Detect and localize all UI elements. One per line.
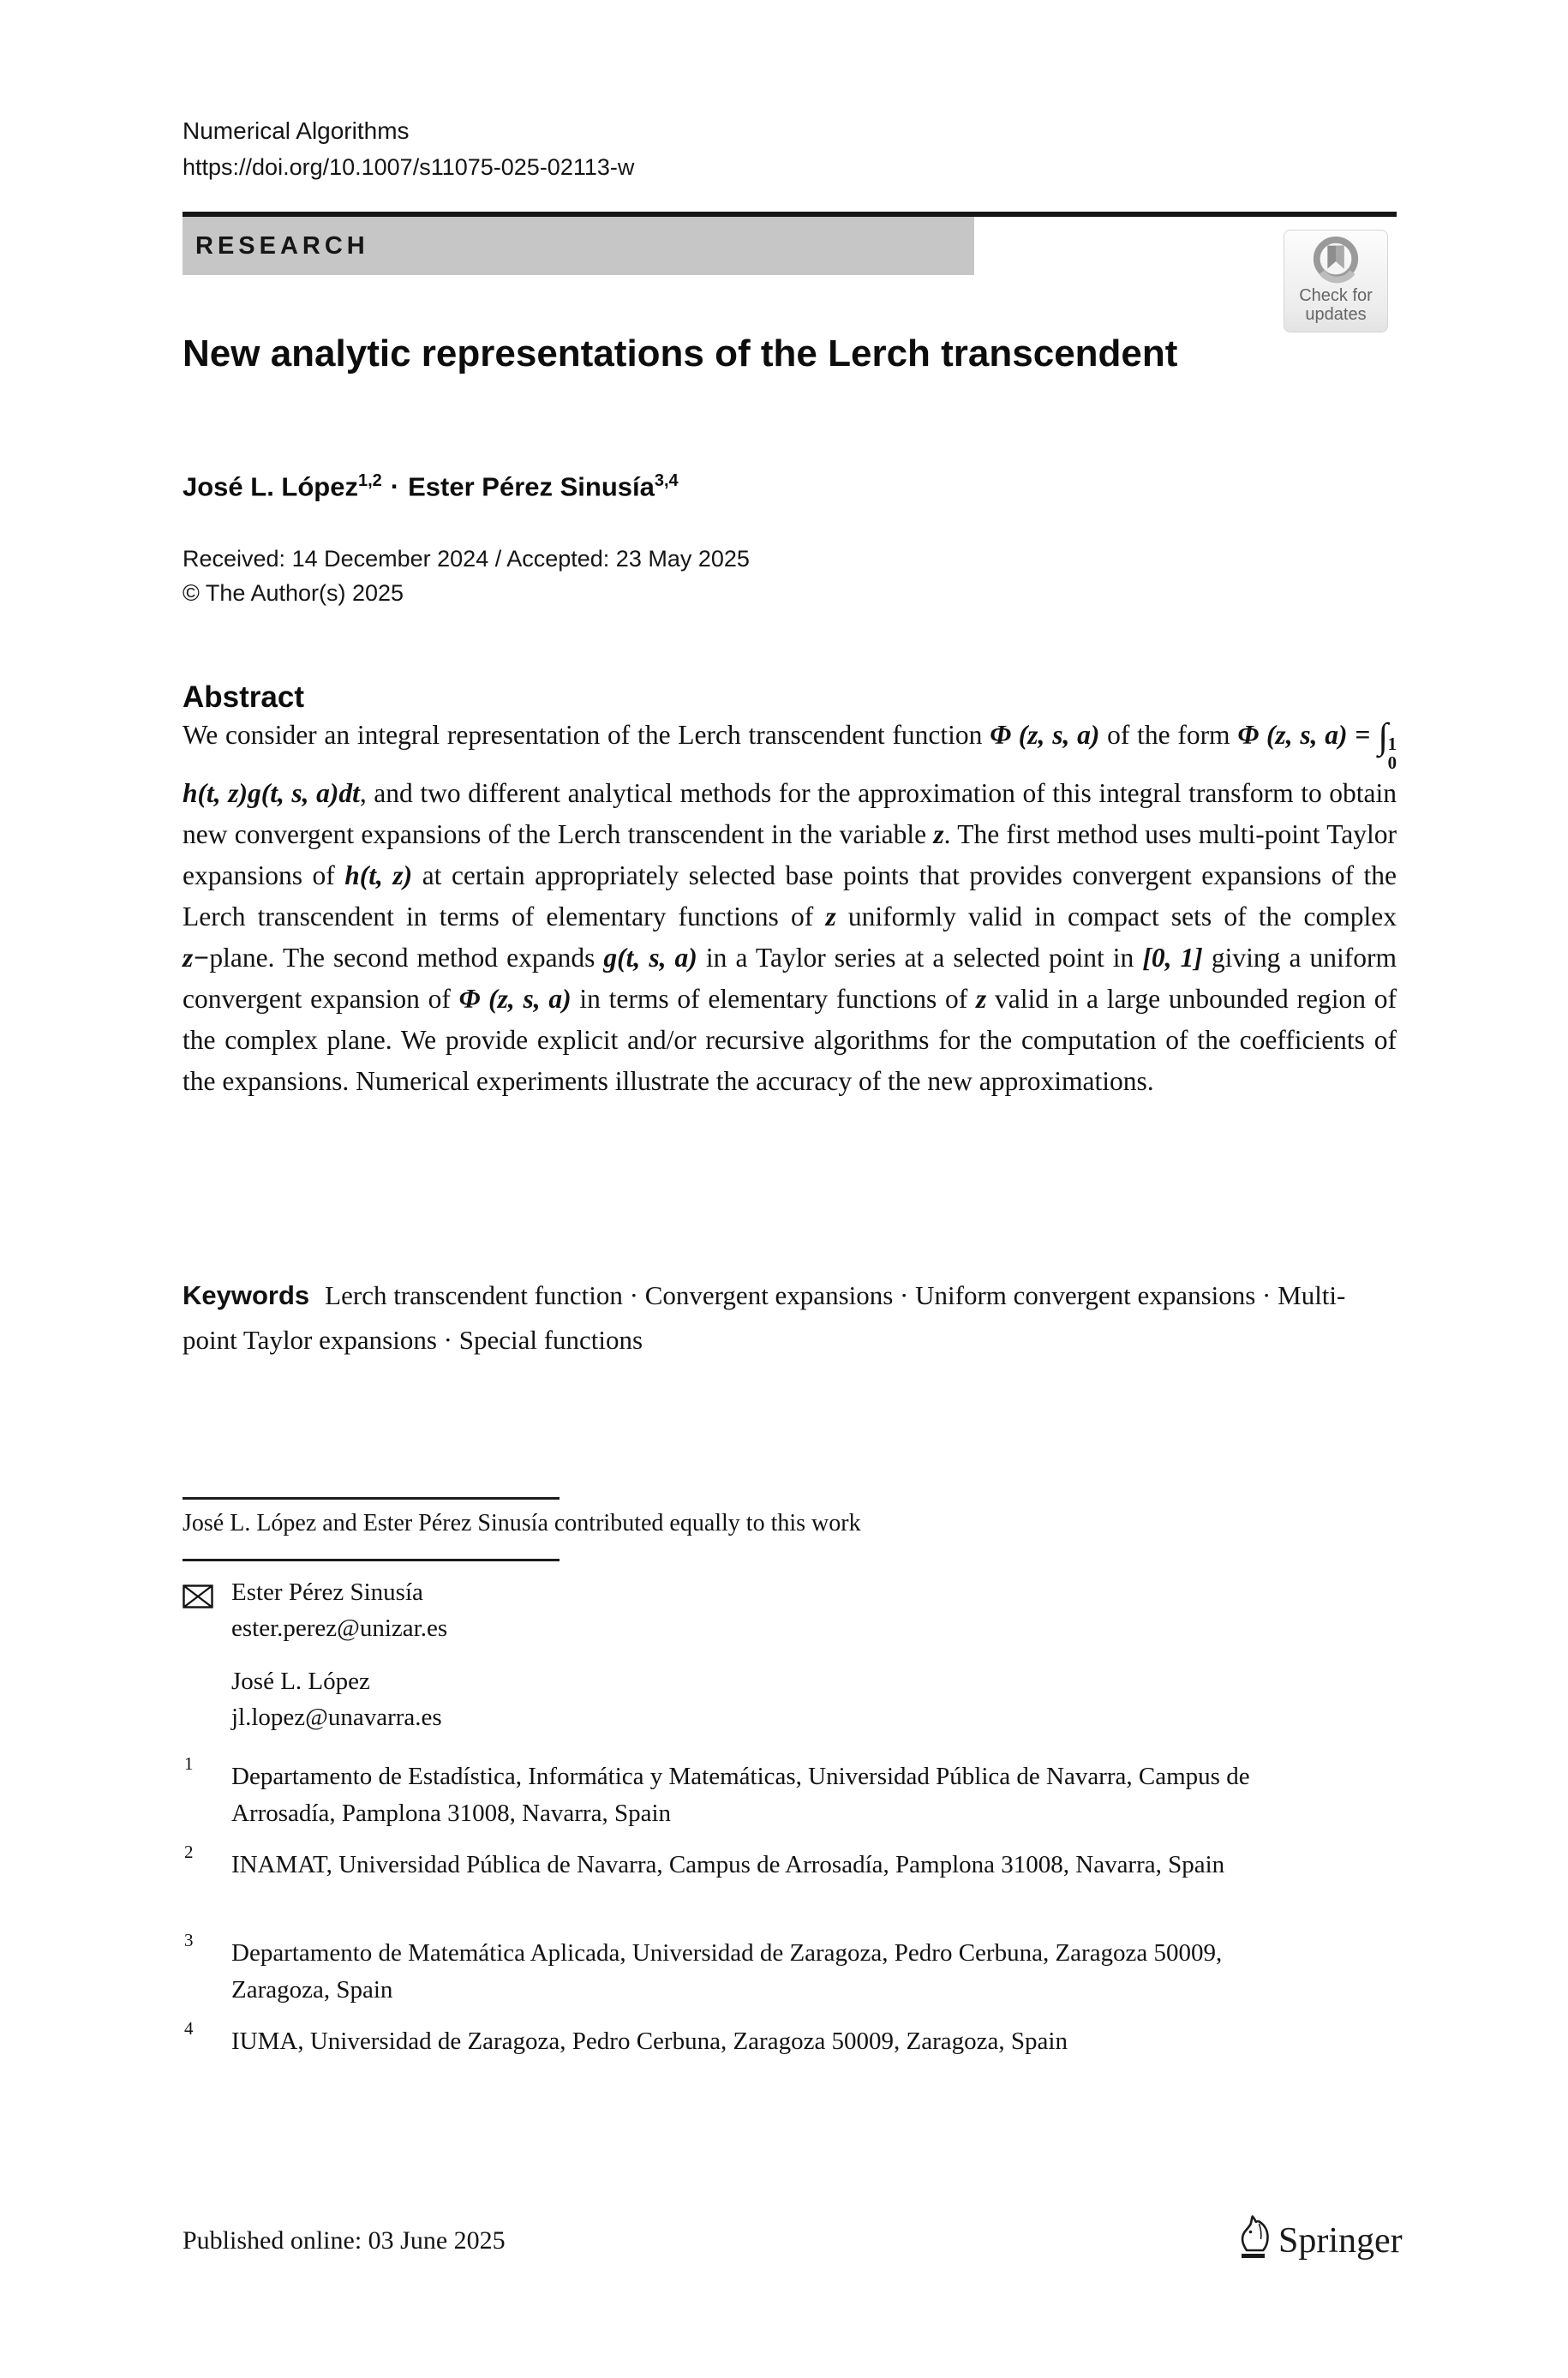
math-inline: z [825, 901, 836, 931]
section-label: RESEARCH [195, 231, 369, 260]
abstract-segment: We consider an integral representation of the Lerch transcendent function [183, 720, 990, 750]
abstract-segment: at certain appropriately selected base points that provides convergent expansions of the Lerch transcendent in terms of elementary functions of [183, 860, 1397, 931]
publisher-logo [1234, 2213, 1403, 2259]
author-line [183, 471, 679, 502]
author-separator: · [390, 471, 400, 502]
integral-lower-limit: 0 [1387, 753, 1397, 774]
keywords-block [183, 1273, 1397, 1363]
page-title: New analytic representations of the Lerch transcendent [183, 332, 1178, 374]
keywords-label: Keywords [183, 1280, 310, 1310]
affiliation-item [183, 2018, 1296, 2060]
corresponding-author-name: Ester Pérez Sinusía [231, 1578, 423, 1606]
copyright-line: © The Author(s) 2025 [183, 580, 404, 606]
equal-contribution-note: José L. López and Ester Pérez Sinusía contributed equally to this work [183, 1510, 861, 1536]
abstract-paragraph [183, 715, 1397, 1102]
abstract-segment: of the form [1099, 720, 1238, 750]
math-inline: h(t, z) [344, 860, 413, 890]
math-inline: h(t, z)g(t, s, a)dt [183, 777, 360, 808]
published-online: Published online: 03 June 2025 [183, 2226, 506, 2255]
publisher-name: Springer [1278, 2221, 1403, 2261]
abstract-segment: giving a uniform convergent expansion of [183, 942, 1397, 1014]
affiliation-text: IUMA, Universidad de Zaragoza, Pedro Cerbuna, Zaragoza 50009, Zaragoza, Spain [231, 2028, 1068, 2055]
integral-upper-limit: 1 [1387, 734, 1397, 755]
abstract-segment: in terms of elementary functions of [571, 983, 976, 1014]
footnote-rule [183, 1559, 560, 1561]
abstract-segment: valid in a large unbounded region of the complex plane. We provide explicit and/or recursive algorithms for the computation of the coefficients of the expansions. Numerical experiments illustrate the accuracy of the new approximations. [183, 983, 1397, 1096]
abstract-segment: uniformly valid in compact sets of the complex [835, 901, 1397, 931]
affiliation-item [183, 1753, 1296, 1832]
math-inline: [0, 1] [1142, 942, 1203, 973]
abstract-segment: , and two different analytical methods for the approximation of this integral transform to obtain new convergent expansions of the Lerch transcendent in the variable [183, 777, 1397, 849]
abstract-segment: in a Taylor series at a selected point in [697, 942, 1143, 973]
check-updates-icon [1309, 236, 1362, 285]
math-inline: g(t, s, a) [603, 942, 697, 973]
affiliation-text: INAMAT, Universidad Pública de Navarra, Campus de Arrosadía, Pamplona 31008, Navarra, Spain [231, 1851, 1225, 1878]
affiliation-number: 4 [184, 2018, 194, 2039]
check-updates-text: Check for updates [1299, 286, 1373, 324]
author-name: Ester Pérez Sinusía [408, 471, 655, 502]
affiliation-text: Departamento de Matemática Aplicada, Universidad de Zaragoza, Pedro Cerbuna, Zaragoza 50009, Zaragoza, Spain [231, 1939, 1223, 2004]
math-inline: z [933, 818, 944, 849]
affiliation-number: 3 [184, 1930, 194, 1950]
section-banner [183, 217, 974, 275]
math-inline: z [975, 983, 987, 1014]
envelope-icon [183, 1584, 213, 1608]
affiliation-number: 1 [184, 1753, 194, 1774]
keywords-text: Lerch transcendent function · Convergent expansions · Uniform convergent expansions · Multi-point Taylor expansions · Special functions [183, 1280, 1346, 1355]
abstract-heading: Abstract [183, 680, 304, 714]
affiliation-item [183, 1930, 1296, 2009]
author-name: José L. López [183, 471, 358, 502]
springer-knight-icon [1234, 2213, 1272, 2259]
author-affiliation-marker: 3,4 [654, 471, 679, 490]
affiliation-number: 2 [184, 1842, 194, 1862]
check-for-updates-badge[interactable] [1284, 230, 1388, 332]
author-contact-name: José L. López [231, 1668, 370, 1695]
affiliation-item [183, 1842, 1296, 1884]
footnote-rule [183, 1497, 560, 1500]
doi-link[interactable]: https://doi.org/10.1007/s11075-025-02113-w [183, 154, 635, 180]
abstract-segment: plane. The second method expands [209, 942, 604, 973]
math-inline: Φ (z, s, a) [990, 720, 1100, 750]
affiliation-text: Departamento de Estadística, Informática y Matemáticas, Universidad Pública de Navarra, Campus de Arrosadía, Pamplona 31008, Navarra, Spain [231, 1763, 1250, 1827]
journal-header [183, 113, 634, 185]
author-affiliation-marker: 1,2 [357, 471, 382, 490]
history-block [183, 542, 750, 610]
math-inline: Φ (z, s, a) = [1237, 720, 1378, 750]
integral-symbol: ∫ 1 0 [1377, 716, 1397, 774]
abstract-segment: . The first method uses multi-point Taylor expansions of [183, 818, 1397, 890]
journal-title: Numerical Algorithms [183, 117, 410, 144]
math-inline: z− [183, 942, 210, 973]
author-contact-email[interactable]: jl.lopez@unavarra.es [231, 1704, 442, 1731]
corresponding-author-email[interactable]: ester.perez@unizar.es [231, 1614, 448, 1642]
received-accepted: Received: 14 December 2024 / Accepted: 23 May 2025 [183, 546, 750, 572]
math-inline: Φ (z, s, a) [458, 983, 572, 1014]
